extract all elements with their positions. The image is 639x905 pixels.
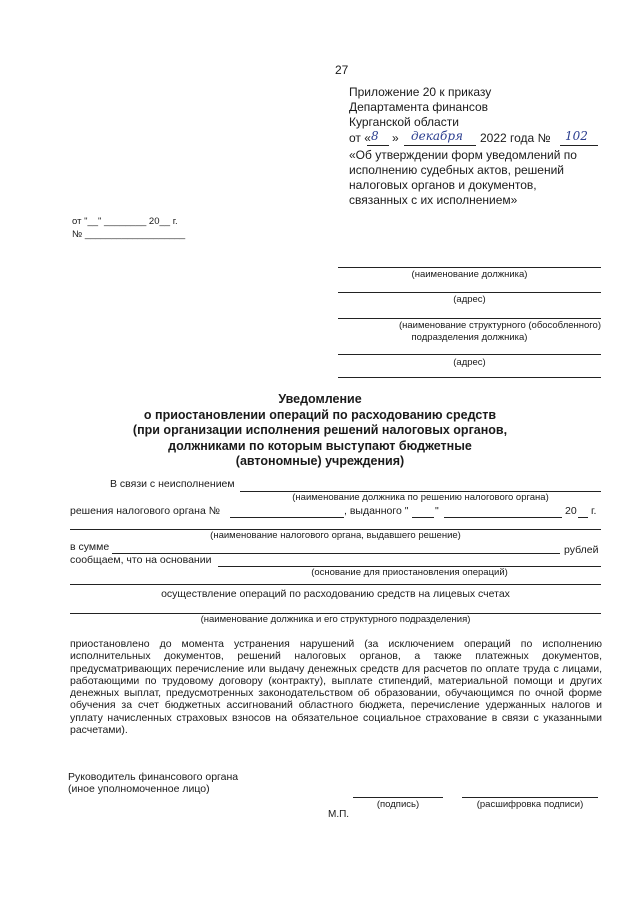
subdivision-line [338, 318, 601, 319]
appendix-date-day: 8 [371, 129, 379, 143]
row3-caption: (наименование налогового органа, выдавшего решение) [210, 530, 461, 541]
title-line-3: (при организации исполнения решений налоговых органов, [132, 423, 508, 437]
row5-caption: (основание для приостановления операций) [311, 567, 508, 578]
row4-label: в сумме [70, 541, 110, 553]
debtor-name-line [338, 267, 601, 268]
title-line-4: должниками по которым выступают бюджетные [168, 438, 472, 453]
appendix-date-month: декабря [411, 129, 463, 143]
appendix-subject-line-1: «Об утверждении форм уведомлений по [349, 148, 577, 162]
address-line-1 [338, 292, 601, 293]
subdivision-caption-2: подразделения должника) [411, 332, 528, 343]
title-line-5: (автономные) учреждения) [235, 454, 405, 468]
document-title [110, 392, 530, 470]
title-line-2: о приостановлении операций по расходованию средств [143, 407, 497, 422]
date-number-underline [560, 145, 598, 146]
date-day-underline [367, 145, 389, 146]
row2-issued: , выданного " [344, 505, 409, 517]
head-title-line-1: Руководитель финансового органа [68, 771, 239, 783]
row1-caption: (наименование должника по решению налогового органа) [292, 492, 549, 503]
debtor-name-caption: (наименование должника) [411, 269, 528, 280]
appendix-line-3: Курганской области [349, 115, 459, 129]
appendix-date-year: 2022 года № [480, 131, 551, 145]
address-caption-2: (адрес) [453, 357, 486, 368]
address-line-3 [338, 377, 601, 378]
appendix-subject-line-4: связанных с их исполнением» [349, 193, 518, 207]
signature-caption: (подпись) [376, 799, 420, 810]
stamp-label: М.П. [328, 809, 350, 820]
appendix-date-number: 102 [565, 129, 588, 143]
row6-text: осуществление операций по расходованию средств на лицевых счетах [161, 588, 510, 600]
appendix-subject-line-3: налоговых органов и документов, [349, 178, 537, 192]
row2-year-line [578, 517, 588, 518]
page-number: 27 [335, 63, 349, 77]
row2-quote: " [435, 505, 439, 517]
row5-label: сообщаем, что на основании [70, 554, 212, 566]
title-line-1: Уведомление [278, 392, 362, 406]
row1-label: В связи с неисполнением [110, 478, 235, 490]
appendix-subject-line-2: исполнению судебных актов, решений [349, 163, 564, 177]
row2-label: решения налогового органа № [70, 505, 220, 517]
appendix-date-prefix: от « [349, 131, 371, 145]
row4-currency: рублей [564, 544, 599, 556]
row2-year: 20 [565, 505, 577, 517]
address-caption-1: (адрес) [453, 294, 486, 305]
ref-date-field: от "__" ________ 20__ г. [72, 216, 178, 227]
row2-month-line [444, 517, 562, 518]
ref-number-field: № ___________________ [72, 229, 186, 240]
row2-number-line [230, 517, 344, 518]
row2-year-suffix: г. [591, 505, 597, 517]
address-line-2 [338, 354, 601, 355]
decoding-line [462, 797, 598, 798]
signature-line [353, 797, 443, 798]
body-paragraph: приостановлено до момента устранения нарушений (за исключением операций по исполнению исполнительных документов, решений налоговых органов, а также платежных документов, предусматривающих перечисление или выдачу денежных средств для расчетов по оплате труда с лицами, работающими по трудовому договору (контракту), выплате стипендий, материальной помощи и других денежных выплат, предусмотренных законодательством об образовании, обучающимся по очной форме обучения за счет бюджетных ассигнований областного бюджета, перечисление удержанных налогов и уплату начисленных страховых взносов на обязательное социальное страхование в связи с указанными расчетами). [70, 638, 602, 737]
appendix-line-1: Приложение 20 к приказу [349, 85, 492, 99]
subdivision-caption-1: (наименование структурного (обособленного) [398, 320, 601, 331]
head-title-line-2: (иное уполномоченное лицо) [68, 783, 210, 795]
row7-caption: (наименование должника и его структурного подразделения) [200, 614, 471, 625]
date-month-underline [404, 145, 476, 146]
row6-top-line [70, 584, 601, 585]
appendix-date-mid: » [392, 131, 399, 145]
row2-day-line [412, 517, 434, 518]
appendix-line-2: Департамента финансов [349, 100, 489, 114]
decoding-caption: (расшифровка подписи) [476, 799, 584, 810]
